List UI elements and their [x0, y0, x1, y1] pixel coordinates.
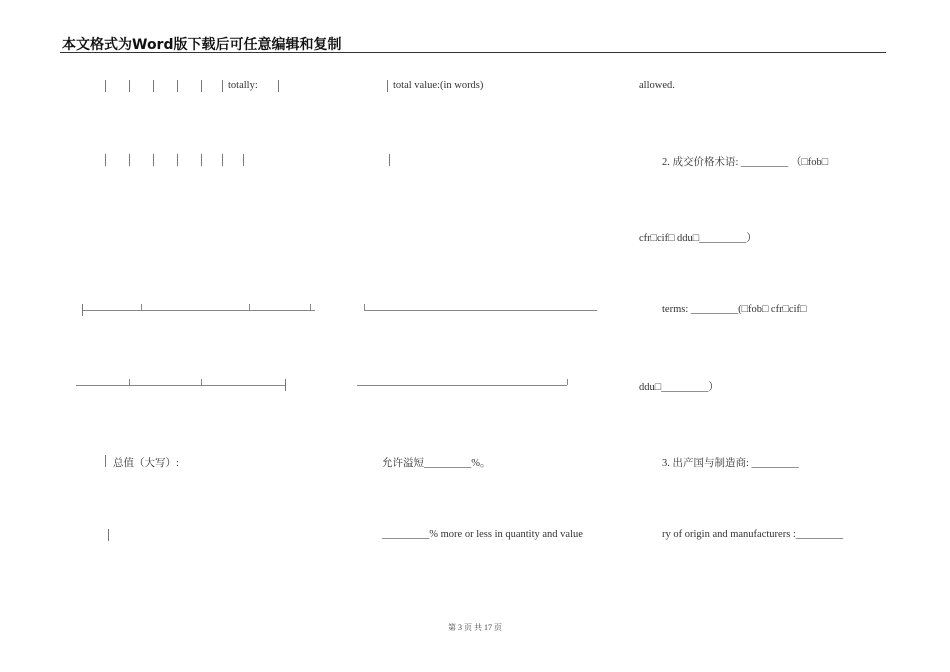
table-border: [82, 304, 83, 316]
table-border: [243, 154, 244, 166]
price-terms-cn-text: 2. 成交价格术语: _________ （□fob□: [662, 157, 829, 168]
document-header-title: 本文格式为Word版下载后可任意编辑和复制: [62, 37, 342, 53]
table-tick: [201, 379, 202, 385]
table-border: [108, 529, 109, 541]
table-border: [105, 154, 106, 166]
tolerance-cn-text: 允许溢短_________%。: [382, 458, 491, 469]
origin-en-text: ry of origin and manufacturers :_________: [662, 529, 844, 540]
table-border: [105, 455, 106, 467]
table-rule: [364, 310, 597, 311]
table-rule: [357, 385, 567, 386]
table-border: [389, 154, 390, 166]
table-tick: [567, 379, 568, 385]
price-terms-en-cont-text: ddu□_________）: [639, 382, 719, 393]
table-tick: [310, 304, 311, 310]
page-number: 第 3 页 共 17 页: [448, 623, 502, 632]
table-border: [222, 80, 223, 92]
table-rule: [76, 385, 286, 386]
total-value-words-label: total value:(in words): [393, 80, 484, 91]
origin-cn-text: 3. 出产国与制造商: _________: [662, 458, 799, 469]
table-tick: [141, 304, 142, 310]
table-border: [222, 154, 223, 166]
header-rule: [60, 52, 886, 53]
table-tick: [364, 304, 365, 310]
totally-label: totally:: [228, 80, 258, 91]
table-border: [387, 80, 388, 92]
table-border: [153, 80, 154, 92]
allowed-text: allowed.: [639, 80, 675, 91]
table-tick: [129, 379, 130, 385]
table-border: [129, 80, 130, 92]
table-border: [285, 379, 286, 391]
total-value-cn-label: 总值（大写）:: [113, 458, 179, 469]
tolerance-en-text: _________% more or less in quantity and value: [382, 529, 583, 540]
table-border: [129, 154, 130, 166]
table-border: [201, 154, 202, 166]
table-border: [177, 154, 178, 166]
table-border: [201, 80, 202, 92]
table-border: [177, 80, 178, 92]
price-terms-cont-text: cfr□cif□ ddu□_________）: [639, 233, 757, 244]
table-border: [278, 80, 279, 92]
table-tick: [249, 304, 250, 310]
table-border: [105, 80, 106, 92]
price-terms-en-text: terms: _________(□fob□ cfr□cif□: [662, 304, 807, 315]
table-rule: [82, 310, 315, 311]
table-border: [153, 154, 154, 166]
